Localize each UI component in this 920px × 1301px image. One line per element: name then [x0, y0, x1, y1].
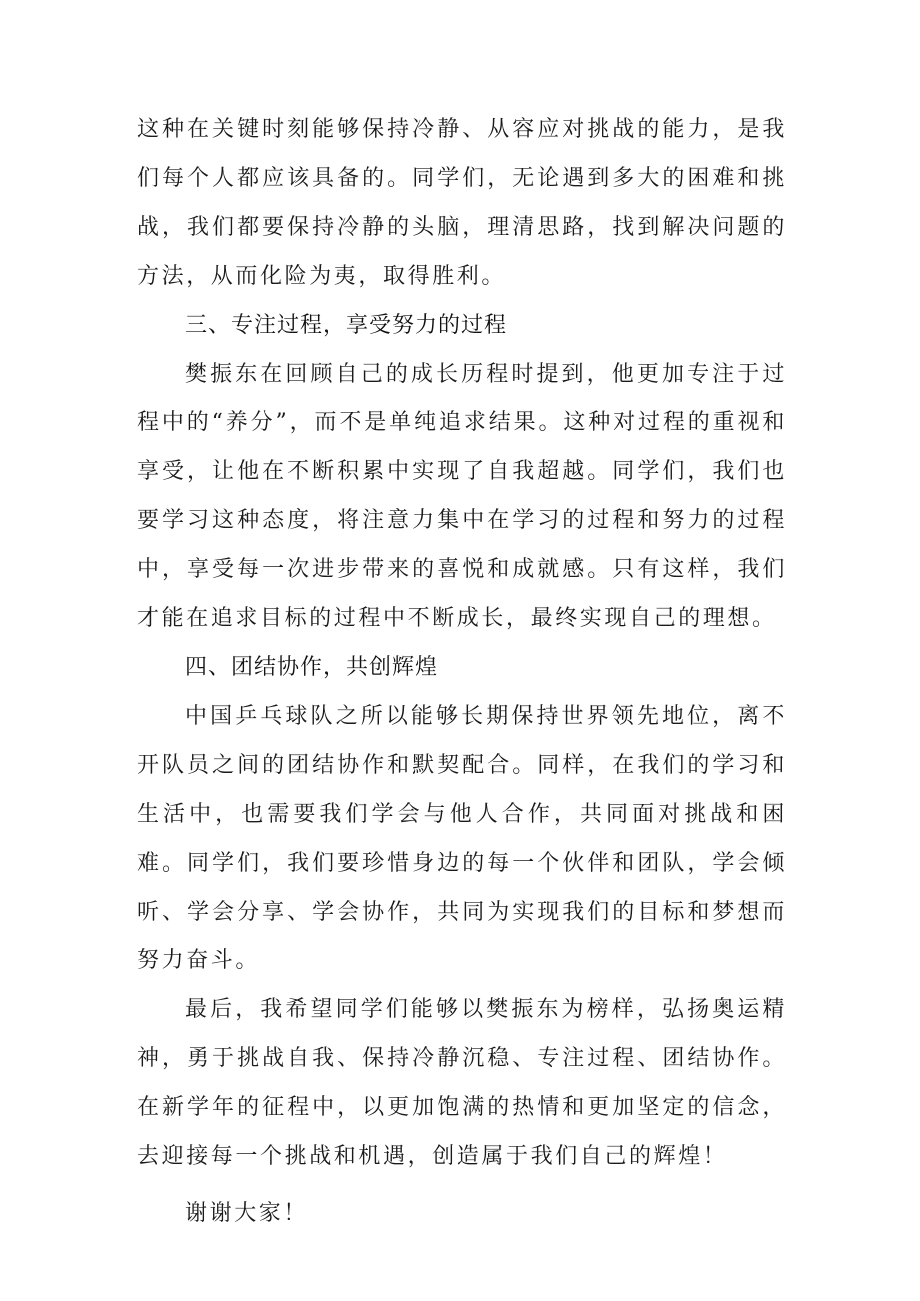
- body-paragraph-2: 樊振东在回顾自己的成长历程时提到，他更加专注于过程中的“养分”，而不是单纯追求结果。这种对过程的重视和享受，让他在不断积累中实现了自我超越。同学们，我们也要学习这种态度，将注意力集中在学习的过程和努力的过程中，享受每一次进步带来的喜悦和成就感。只有这样，我们才能在追求目标的过程中不断成长，最终实现自己的理想。: [137, 361, 787, 632]
- document-body: [137, 106, 787, 1239]
- body-paragraph-4: 最后，我希望同学们能够以樊振东为榜样，弘扬奥运精神，勇于挑战自我、保持冷静沉稳、专注过程、团结协作。在新学年的征程中，以更加饱满的热情和更加坚定的信念，去迎接每一个挑战和机遇，创造属于我们自己的辉煌！: [137, 997, 787, 1170]
- section-heading-3: 三、专注过程，享受努力的过程: [185, 312, 508, 338]
- closing-line: 谢谢大家！: [185, 1200, 309, 1226]
- section-heading-4: 四、团结协作，共创辉煌: [185, 654, 439, 680]
- body-paragraph-1: 这种在关键时刻能够保持冷静、从容应对挑战的能力，是我们每个人都应该具备的。同学们，无论遇到多大的困难和挑战，我们都要保持冷静的头脑，理清思路，找到解决问题的方法，从而化险为夷，取得胜利。: [137, 117, 787, 289]
- body-paragraph-3: 中国乒乓球队之所以能够长期保持世界领先地位，离不开队员之间的团结协作和默契配合。同样，在我们的学习和生活中，也需要我们学会与他人合作，共同面对挑战和困难。同学们，我们要珍惜身边的每一个伙伴和团队，学会倾听、学会分享、学会协作，共同为实现我们的目标和梦想而努力奋斗。: [137, 703, 787, 974]
